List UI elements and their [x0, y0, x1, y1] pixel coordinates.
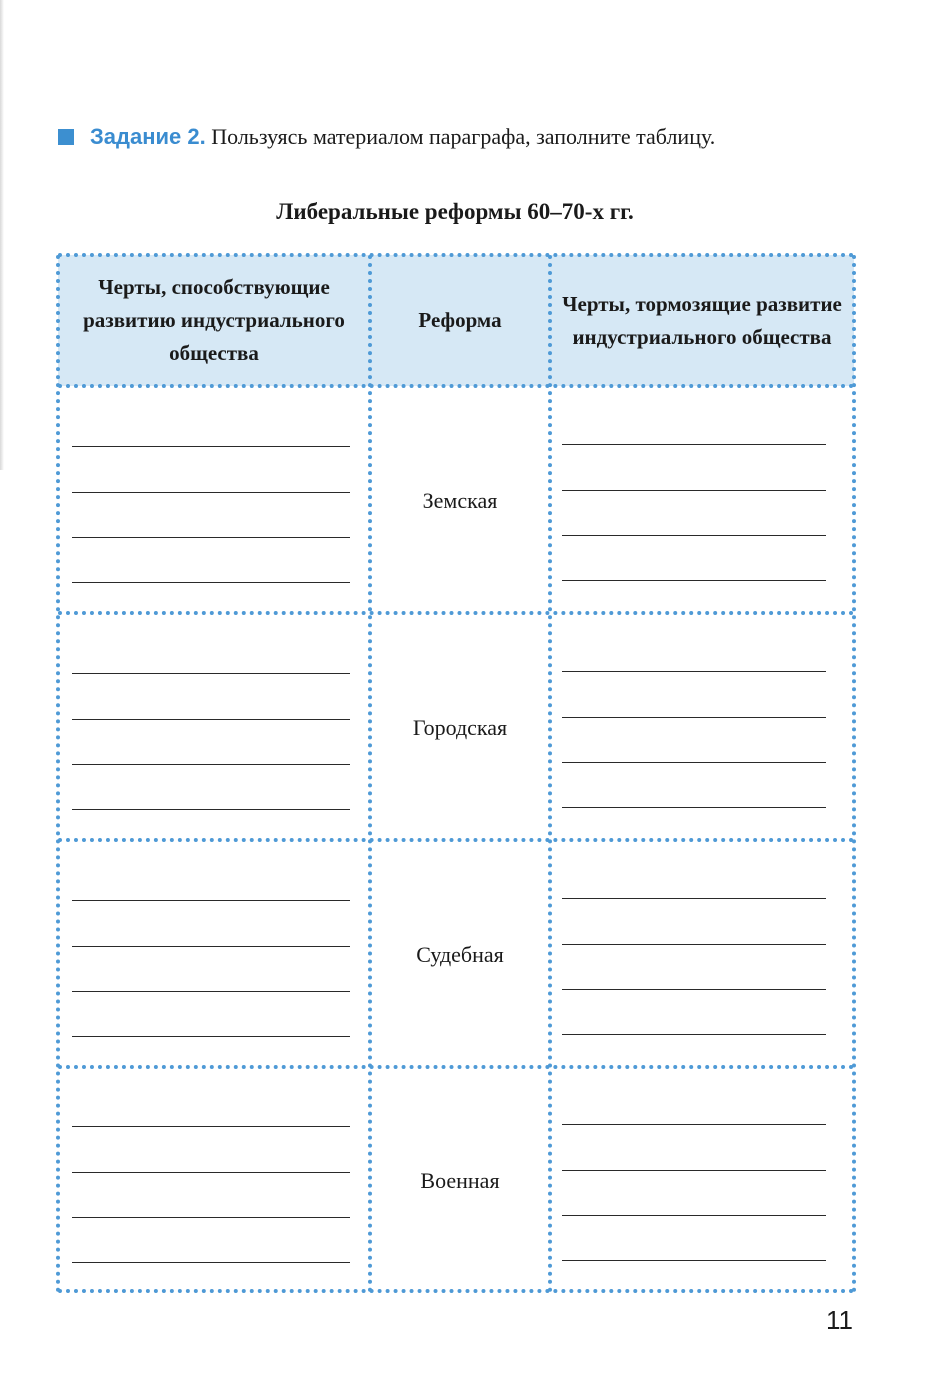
reform-name: Судебная	[416, 942, 504, 967]
answer-line-positive[interactable]	[72, 1036, 350, 1037]
table-border-right	[852, 255, 856, 1293]
page-edge-shadow	[0, 0, 4, 470]
answer-line-negative[interactable]	[562, 490, 826, 491]
answer-line-negative[interactable]	[562, 807, 826, 808]
answer-line-negative[interactable]	[562, 762, 826, 763]
answer-line-negative[interactable]	[562, 444, 826, 445]
answer-line-positive[interactable]	[72, 900, 350, 901]
answer-line-negative[interactable]	[562, 535, 826, 536]
answer-line-negative[interactable]	[562, 580, 826, 581]
answer-line-positive[interactable]	[72, 809, 350, 810]
answer-line-negative[interactable]	[562, 671, 826, 672]
header-positive-features	[64, 255, 364, 386]
answer-line-negative[interactable]	[562, 1215, 826, 1216]
answer-line-negative[interactable]	[562, 1260, 826, 1261]
answer-line-positive[interactable]	[72, 492, 350, 493]
column-divider	[548, 255, 552, 1293]
answer-line-positive[interactable]	[72, 673, 350, 674]
header-reform	[372, 255, 548, 386]
table-border-left	[56, 255, 60, 1293]
reform-name: Земская	[422, 488, 498, 513]
answer-line-positive[interactable]	[72, 446, 350, 447]
square-bullet-icon	[58, 129, 74, 145]
answer-line-positive[interactable]	[72, 1217, 350, 1218]
header-positive-text: Черты, способствующие развитию индустриального общества	[83, 275, 345, 365]
reform-name: Военная	[420, 1168, 500, 1193]
table-border-bottom	[58, 1289, 854, 1293]
row-divider	[58, 838, 854, 842]
answer-line-negative[interactable]	[562, 1170, 826, 1171]
reform-name: Городская	[412, 715, 508, 740]
task-instruction	[58, 122, 878, 152]
answer-line-positive[interactable]	[72, 946, 350, 947]
answer-line-negative[interactable]	[562, 717, 826, 718]
header-negative-features	[554, 255, 850, 386]
answer-line-positive[interactable]	[72, 1172, 350, 1173]
page-number: 11	[826, 1305, 853, 1335]
header-reform-text: Реформа	[418, 308, 502, 332]
answer-line-negative[interactable]	[562, 898, 826, 899]
answer-line-negative[interactable]	[562, 989, 826, 990]
table-title: Либеральные реформы 60–70-х гг.	[276, 199, 634, 224]
answer-line-negative[interactable]	[562, 1034, 826, 1035]
answer-line-positive[interactable]	[72, 764, 350, 765]
answer-line-negative[interactable]	[562, 944, 826, 945]
answer-line-positive[interactable]	[72, 991, 350, 992]
task-label: Задание 2.	[90, 124, 206, 149]
answer-line-positive[interactable]	[72, 719, 350, 720]
column-divider	[368, 255, 372, 1293]
row-divider	[58, 1065, 854, 1069]
answer-line-positive[interactable]	[72, 537, 350, 538]
reforms-table	[58, 255, 854, 1293]
header-negative-text: Черты, тормозящие развитие индустриального общества	[562, 291, 842, 349]
task-text: Пользуясь материалом параграфа, заполните таблицу.	[211, 124, 716, 149]
answer-line-positive[interactable]	[72, 1126, 350, 1127]
answer-line-positive[interactable]	[72, 1262, 350, 1263]
answer-line-positive[interactable]	[72, 582, 350, 583]
row-divider	[58, 611, 854, 615]
answer-line-negative[interactable]	[562, 1124, 826, 1125]
